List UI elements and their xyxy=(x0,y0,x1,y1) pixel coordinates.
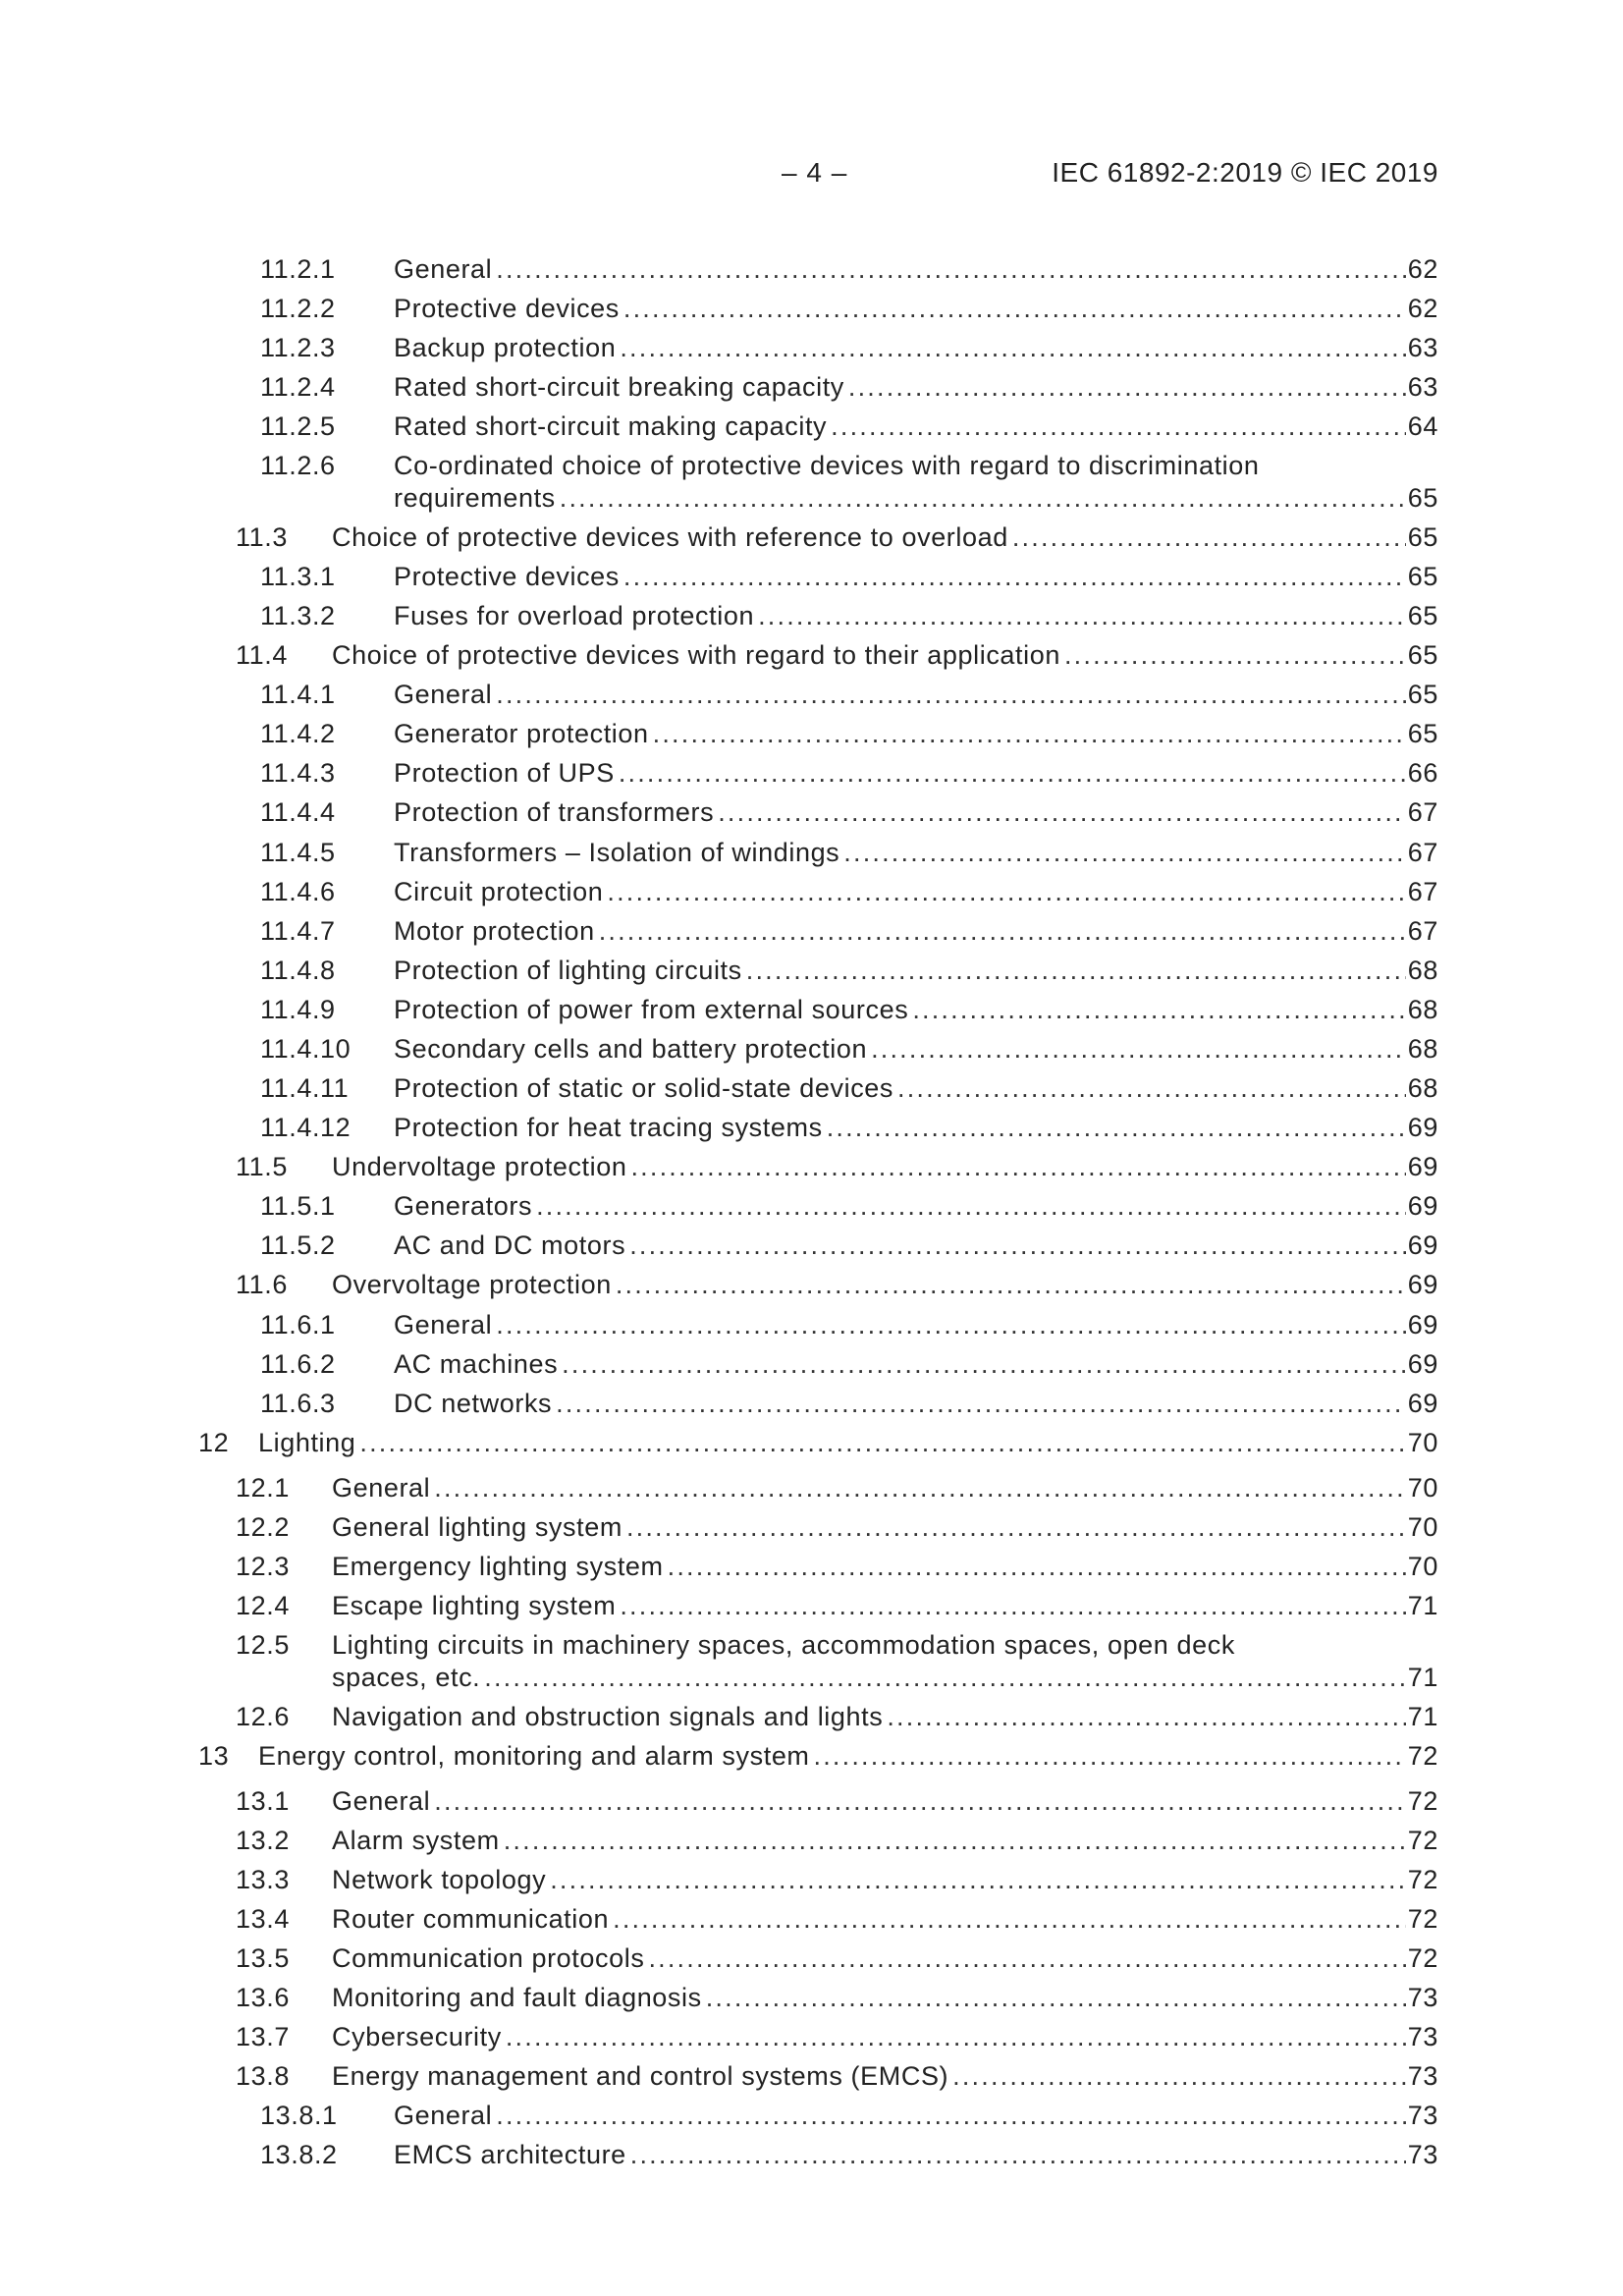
toc-entry-number: 11.4.1 xyxy=(260,680,336,709)
toc-dot-leader xyxy=(496,253,1406,285)
toc-entry-page: 62 xyxy=(1407,294,1438,323)
toc-entry-title: General xyxy=(394,1310,493,1339)
toc-entry-page: 69 xyxy=(1407,1270,1438,1299)
toc-entry-title: Choice of protective devices with reference to overload xyxy=(332,522,1008,552)
toc-entry-number: 11.5 xyxy=(236,1152,288,1181)
toc-dot-leader xyxy=(556,1388,1406,1419)
toc-entry-number: 12.2 xyxy=(236,1512,290,1542)
toc-entry-title: Protection of lighting circuits xyxy=(394,956,742,985)
toc-dot-leader xyxy=(887,1701,1405,1732)
toc-dot-leader xyxy=(758,600,1406,631)
toc-entry[interactable] xyxy=(0,1864,1623,1897)
toc-entry-title: Protection of power from external sources xyxy=(394,995,909,1024)
toc-entry-number: 11.4.6 xyxy=(260,877,336,906)
toc-entry-title: Protective devices xyxy=(394,294,620,323)
toc-entry-number: 11.4 xyxy=(236,640,288,670)
toc-entry-page: 63 xyxy=(1407,372,1438,402)
toc-entry[interactable] xyxy=(0,1903,1623,1937)
toc-dot-leader xyxy=(562,1348,1406,1380)
toc-entry-number: 13.8 xyxy=(236,2061,290,2091)
toc-entry[interactable] xyxy=(0,1269,1623,1302)
toc-dot-leader xyxy=(504,1825,1406,1856)
toc-entry[interactable] xyxy=(0,332,1623,365)
toc-entry-number: 13 xyxy=(198,1741,230,1771)
toc-entry[interactable] xyxy=(0,1551,1623,1584)
toc-entry-page: 71 xyxy=(1407,1663,1438,1692)
toc-entry[interactable] xyxy=(0,1033,1623,1066)
toc-entry-title: Fuses for overload protection xyxy=(394,601,755,630)
toc-entry-number: 12.5 xyxy=(236,1630,290,1660)
toc-dot-leader xyxy=(912,994,1405,1025)
toc-entry-title: Alarm system xyxy=(332,1826,500,1855)
toc-entry-number: 11.2.6 xyxy=(260,451,336,480)
toc-entry-title: Protective devices xyxy=(394,562,620,591)
toc-entry[interactable] xyxy=(0,600,1623,633)
toc-entry[interactable] xyxy=(0,1112,1623,1145)
toc-dot-leader xyxy=(506,2021,1406,2052)
toc-entry-number: 13.3 xyxy=(236,1865,290,1894)
toc-entry-page: 70 xyxy=(1407,1512,1438,1542)
toc-entry-number: 11.4.5 xyxy=(260,838,336,867)
toc-dot-leader xyxy=(496,679,1406,710)
toc-entry[interactable] xyxy=(0,639,1623,673)
toc-entry-page: 73 xyxy=(1407,2101,1438,2130)
toc-entry-page: 72 xyxy=(1407,1826,1438,1855)
toc-dot-leader xyxy=(550,1864,1406,1895)
toc-entry[interactable] xyxy=(0,1072,1623,1106)
toc-entry-title: Rated short-circuit making capacity xyxy=(394,411,828,441)
toc-entry-page: 73 xyxy=(1407,1983,1438,2012)
toc-entry-page: 69 xyxy=(1407,1191,1438,1221)
toc-entry[interactable] xyxy=(0,718,1623,751)
toc-entry-page: 67 xyxy=(1407,797,1438,827)
toc-entry-page: 69 xyxy=(1407,1310,1438,1339)
toc-entry-title-first-line: Co-ordinated choice of protective devices with regard to discrimination xyxy=(394,451,1260,480)
toc-entry-page: 69 xyxy=(1407,1389,1438,1418)
toc-dot-leader xyxy=(359,1427,1405,1458)
toc-entry[interactable] xyxy=(0,371,1623,405)
toc-entry-page: 73 xyxy=(1407,2061,1438,2091)
toc-dot-leader xyxy=(814,1740,1406,1772)
toc-entry-title: spaces, etc. xyxy=(332,1663,481,1692)
toc-dot-leader xyxy=(620,332,1405,363)
toc-dot-leader xyxy=(718,796,1406,828)
toc-dot-leader xyxy=(560,482,1406,514)
toc-entry[interactable] xyxy=(0,253,1623,287)
toc-entry-number: 12.3 xyxy=(236,1552,290,1581)
toc-entry-number: 11.4.7 xyxy=(260,916,336,946)
toc-entry-title: General xyxy=(394,254,493,284)
toc-entry[interactable] xyxy=(0,837,1623,870)
toc-entry-title: Protection for heat tracing systems xyxy=(394,1113,823,1142)
page-number: – 4 – xyxy=(782,157,848,188)
toc-entry-page: 68 xyxy=(1407,956,1438,985)
toc-entry-number: 11.3.2 xyxy=(260,601,336,630)
toc-entry-page: 67 xyxy=(1407,838,1438,867)
toc-entry-title: AC and DC motors xyxy=(394,1230,626,1260)
toc-dot-leader xyxy=(623,293,1406,324)
toc-entry[interactable] xyxy=(0,955,1623,988)
toc-entry-number: 11.2.4 xyxy=(260,372,336,402)
toc-entry-title: Transformers – Isolation of windings xyxy=(394,838,840,867)
toc-entry-number: 12.1 xyxy=(236,1473,290,1503)
toc-entry-title: Escape lighting system xyxy=(332,1591,617,1620)
toc-entry[interactable] xyxy=(0,2139,1623,2172)
toc-entry-page: 65 xyxy=(1407,483,1438,513)
toc-entry-number: 11.2.1 xyxy=(260,254,336,284)
toc-entry-page: 71 xyxy=(1407,1702,1438,1731)
toc-entry[interactable] xyxy=(0,2100,1623,2133)
toc-entry[interactable] xyxy=(0,757,1623,791)
toc-dot-leader xyxy=(496,2100,1406,2131)
toc-entry[interactable] xyxy=(0,1629,1623,1695)
toc-dot-leader xyxy=(599,915,1406,947)
toc-entry-title: DC networks xyxy=(394,1389,553,1418)
toc-dot-leader xyxy=(843,837,1405,868)
toc-entry-number: 11.4.8 xyxy=(260,956,336,985)
toc-entry-page: 68 xyxy=(1407,1073,1438,1103)
toc-entry-title: General xyxy=(394,2101,493,2130)
toc-entry-title: Emergency lighting system xyxy=(332,1552,664,1581)
toc-entry-number: 11.2.3 xyxy=(260,333,336,362)
toc-entry-number: 13.8.2 xyxy=(260,2140,338,2169)
toc-entry[interactable] xyxy=(0,1388,1623,1421)
toc-entry-title: AC machines xyxy=(394,1349,559,1379)
toc-dot-leader xyxy=(706,1982,1406,2013)
toc-entry-number: 11.6.3 xyxy=(260,1389,336,1418)
toc-entry-page: 64 xyxy=(1407,411,1438,441)
toc-entry-title: Generator protection xyxy=(394,719,649,748)
toc-entry[interactable] xyxy=(0,994,1623,1027)
toc-entry-number: 11.4.3 xyxy=(260,758,336,788)
toc-dot-leader xyxy=(648,1942,1405,1974)
toc-entry[interactable] xyxy=(0,1982,1623,2015)
toc-entry-page: 69 xyxy=(1407,1113,1438,1142)
toc-entry-page: 62 xyxy=(1407,254,1438,284)
toc-entry-number: 13.7 xyxy=(236,2022,290,2051)
toc-entry-title: Choice of protective devices with regard to their application xyxy=(332,640,1060,670)
toc-entry[interactable] xyxy=(0,293,1623,326)
toc-entry-number: 11.4.2 xyxy=(260,719,336,748)
toc-entry[interactable] xyxy=(0,1348,1623,1382)
toc-entry-number: 12.6 xyxy=(236,1702,290,1731)
toc-entry[interactable] xyxy=(0,1825,1623,1858)
toc-dot-leader xyxy=(616,1269,1406,1300)
toc-entry[interactable] xyxy=(0,876,1623,909)
toc-entry-page: 69 xyxy=(1407,1152,1438,1181)
toc-entry-page: 72 xyxy=(1407,1904,1438,1934)
toc-dot-leader xyxy=(668,1551,1406,1582)
toc-entry[interactable] xyxy=(0,1427,1623,1460)
toc-entry-title: Rated short-circuit breaking capacity xyxy=(394,372,844,402)
toc-dot-leader xyxy=(1064,639,1406,671)
toc-dot-leader xyxy=(827,1112,1406,1143)
toc-dot-leader xyxy=(620,1590,1405,1621)
toc-entry-title: Circuit protection xyxy=(394,877,604,906)
toc-entry-page: 70 xyxy=(1407,1428,1438,1457)
toc-dot-leader xyxy=(623,561,1406,592)
toc-entry-number: 13.1 xyxy=(236,1786,290,1816)
toc-entry-page: 65 xyxy=(1407,640,1438,670)
toc-entry-number: 11.4.11 xyxy=(260,1073,350,1103)
toc-entry-number: 13.4 xyxy=(236,1904,290,1934)
toc-entry-page: 65 xyxy=(1407,522,1438,552)
toc-entry-title: Monitoring and fault diagnosis xyxy=(332,1983,702,2012)
toc-entry-title: Backup protection xyxy=(394,333,617,362)
toc-dot-leader xyxy=(848,371,1406,403)
toc-entry-title: General xyxy=(394,680,493,709)
toc-dot-leader xyxy=(434,1472,1406,1503)
toc-dot-leader xyxy=(630,1151,1405,1182)
toc-entry[interactable] xyxy=(0,561,1623,594)
toc-entry-title: Energy management and control systems (EMCS) xyxy=(332,2061,949,2091)
toc-entry-page: 63 xyxy=(1407,333,1438,362)
toc-entry-number: 13.6 xyxy=(236,1983,290,2012)
toc-entry-number: 11.5.1 xyxy=(260,1191,336,1221)
toc-entry-title: Communication protocols xyxy=(332,1943,645,1973)
toc-entry-page: 65 xyxy=(1407,601,1438,630)
toc-dot-leader xyxy=(607,876,1405,907)
toc-entry-title: General xyxy=(332,1473,431,1503)
toc-dot-leader xyxy=(952,2060,1406,2092)
toc-entry-title: Navigation and obstruction signals and lights xyxy=(332,1702,884,1731)
toc-entry-number: 11.4.4 xyxy=(260,797,336,827)
toc-entry-page: 68 xyxy=(1407,995,1438,1024)
toc-entry[interactable] xyxy=(0,1701,1623,1734)
toc-entry-title: Protection of UPS xyxy=(394,758,615,788)
toc-entry-title: Router communication xyxy=(332,1904,610,1934)
toc-entry-page: 66 xyxy=(1407,758,1438,788)
standard-reference: IEC 61892-2:2019 © IEC 2019 xyxy=(1052,157,1438,188)
toc-entry-number: 11.2.2 xyxy=(260,294,336,323)
toc-dot-leader xyxy=(653,718,1406,749)
toc-entry[interactable] xyxy=(0,2060,1623,2094)
toc-entry-title-first-line: Lighting circuits in machinery spaces, accommodation spaces, open deck xyxy=(332,1630,1235,1660)
toc-dot-leader xyxy=(484,1662,1405,1693)
toc-entry-number: 11.6.1 xyxy=(260,1310,336,1339)
toc-entry[interactable] xyxy=(0,915,1623,949)
toc-entry[interactable] xyxy=(0,521,1623,555)
toc-entry-number: 13.8.1 xyxy=(260,2101,338,2130)
toc-entry[interactable] xyxy=(0,410,1623,444)
toc-entry-number: 12.4 xyxy=(236,1591,290,1620)
toc-entry-title: Protection of static or solid-state devices xyxy=(394,1073,894,1103)
toc-entry-page: 65 xyxy=(1407,719,1438,748)
toc-entry-title: Motor protection xyxy=(394,916,595,946)
toc-entry-page: 67 xyxy=(1407,916,1438,946)
toc-dot-leader xyxy=(897,1072,1406,1104)
toc-entry[interactable] xyxy=(0,1472,1623,1505)
toc-entry-page: 65 xyxy=(1407,562,1438,591)
toc-entry[interactable] xyxy=(0,1590,1623,1623)
toc-entry[interactable] xyxy=(0,450,1623,516)
toc-dot-leader xyxy=(536,1190,1406,1222)
toc-entry[interactable] xyxy=(0,1740,1623,1774)
toc-entry-page: 68 xyxy=(1407,1034,1438,1064)
toc-dot-leader xyxy=(831,410,1406,442)
toc-entry-title: Energy control, monitoring and alarm system xyxy=(258,1741,810,1771)
toc-entry-number: 13.5 xyxy=(236,1943,290,1973)
toc-entry-title: Network topology xyxy=(332,1865,547,1894)
toc-entry[interactable] xyxy=(0,1190,1623,1224)
toc-entry-number: 13.2 xyxy=(236,1826,290,1855)
toc-entry-page: 71 xyxy=(1407,1591,1438,1620)
toc-entry[interactable] xyxy=(0,1785,1623,1819)
toc-entry-page: 67 xyxy=(1407,877,1438,906)
toc-entry-page: 70 xyxy=(1407,1552,1438,1581)
toc-dot-leader xyxy=(496,1309,1406,1340)
toc-entry-number: 11.5.2 xyxy=(260,1230,336,1260)
toc-entry-number: 11.4.9 xyxy=(260,995,336,1024)
toc-entry-number: 11.3 xyxy=(236,522,288,552)
toc-entry-title: Cybersecurity xyxy=(332,2022,502,2051)
toc-entry-page: 73 xyxy=(1407,2140,1438,2169)
toc-dot-leader xyxy=(619,757,1406,789)
toc-entry-title: Protection of transformers xyxy=(394,797,715,827)
toc-entry-number: 11.3.1 xyxy=(260,562,336,591)
toc-entry-number: 11.2.5 xyxy=(260,411,336,441)
toc-entry-number: 11.6 xyxy=(236,1270,288,1299)
toc-entry-title: EMCS architecture xyxy=(394,2140,626,2169)
toc-entry-page: 73 xyxy=(1407,2022,1438,2051)
toc-entry-page: 65 xyxy=(1407,680,1438,709)
toc-dot-leader xyxy=(871,1033,1406,1065)
toc-dot-leader xyxy=(626,1511,1406,1543)
toc-entry-page: 72 xyxy=(1407,1943,1438,1973)
toc-entry[interactable] xyxy=(0,1942,1623,1976)
toc-entry[interactable] xyxy=(0,679,1623,712)
toc-entry[interactable] xyxy=(0,1309,1623,1342)
toc-dot-leader xyxy=(1012,521,1406,553)
toc-entry-page: 69 xyxy=(1407,1230,1438,1260)
toc-entry-number: 12 xyxy=(198,1428,230,1457)
toc-dot-leader xyxy=(613,1903,1406,1935)
toc-entry-number: 11.6.2 xyxy=(260,1349,336,1379)
toc-entry-page: 70 xyxy=(1407,1473,1438,1503)
toc-entry-title: Lighting xyxy=(258,1428,356,1457)
toc-entry-number: 11.4.10 xyxy=(260,1034,352,1064)
toc-entry-title: Overvoltage protection xyxy=(332,1270,612,1299)
toc-entry[interactable] xyxy=(0,1230,1623,1263)
toc-entry-page: 69 xyxy=(1407,1349,1438,1379)
toc-dot-leader xyxy=(746,955,1406,986)
toc-entry-page: 72 xyxy=(1407,1741,1438,1771)
toc-entry-title: General xyxy=(332,1786,431,1816)
toc-entry-title: General lighting system xyxy=(332,1512,622,1542)
toc-dot-leader xyxy=(630,2139,1406,2170)
toc-entry-title: Undervoltage protection xyxy=(332,1152,627,1181)
toc-entry[interactable] xyxy=(0,2021,1623,2054)
toc-entry-title: Generators xyxy=(394,1191,533,1221)
toc-entry-title: requirements xyxy=(394,483,556,513)
toc-entry-number: 11.4.12 xyxy=(260,1113,352,1142)
toc-entry-page: 72 xyxy=(1407,1786,1438,1816)
toc-entry[interactable] xyxy=(0,1151,1623,1184)
toc-entry-page: 72 xyxy=(1407,1865,1438,1894)
toc-entry[interactable] xyxy=(0,1511,1623,1545)
toc-dot-leader xyxy=(629,1230,1406,1261)
toc-entry-title: Secondary cells and battery protection xyxy=(394,1034,868,1064)
toc-dot-leader xyxy=(434,1785,1406,1817)
toc-entry[interactable] xyxy=(0,796,1623,830)
